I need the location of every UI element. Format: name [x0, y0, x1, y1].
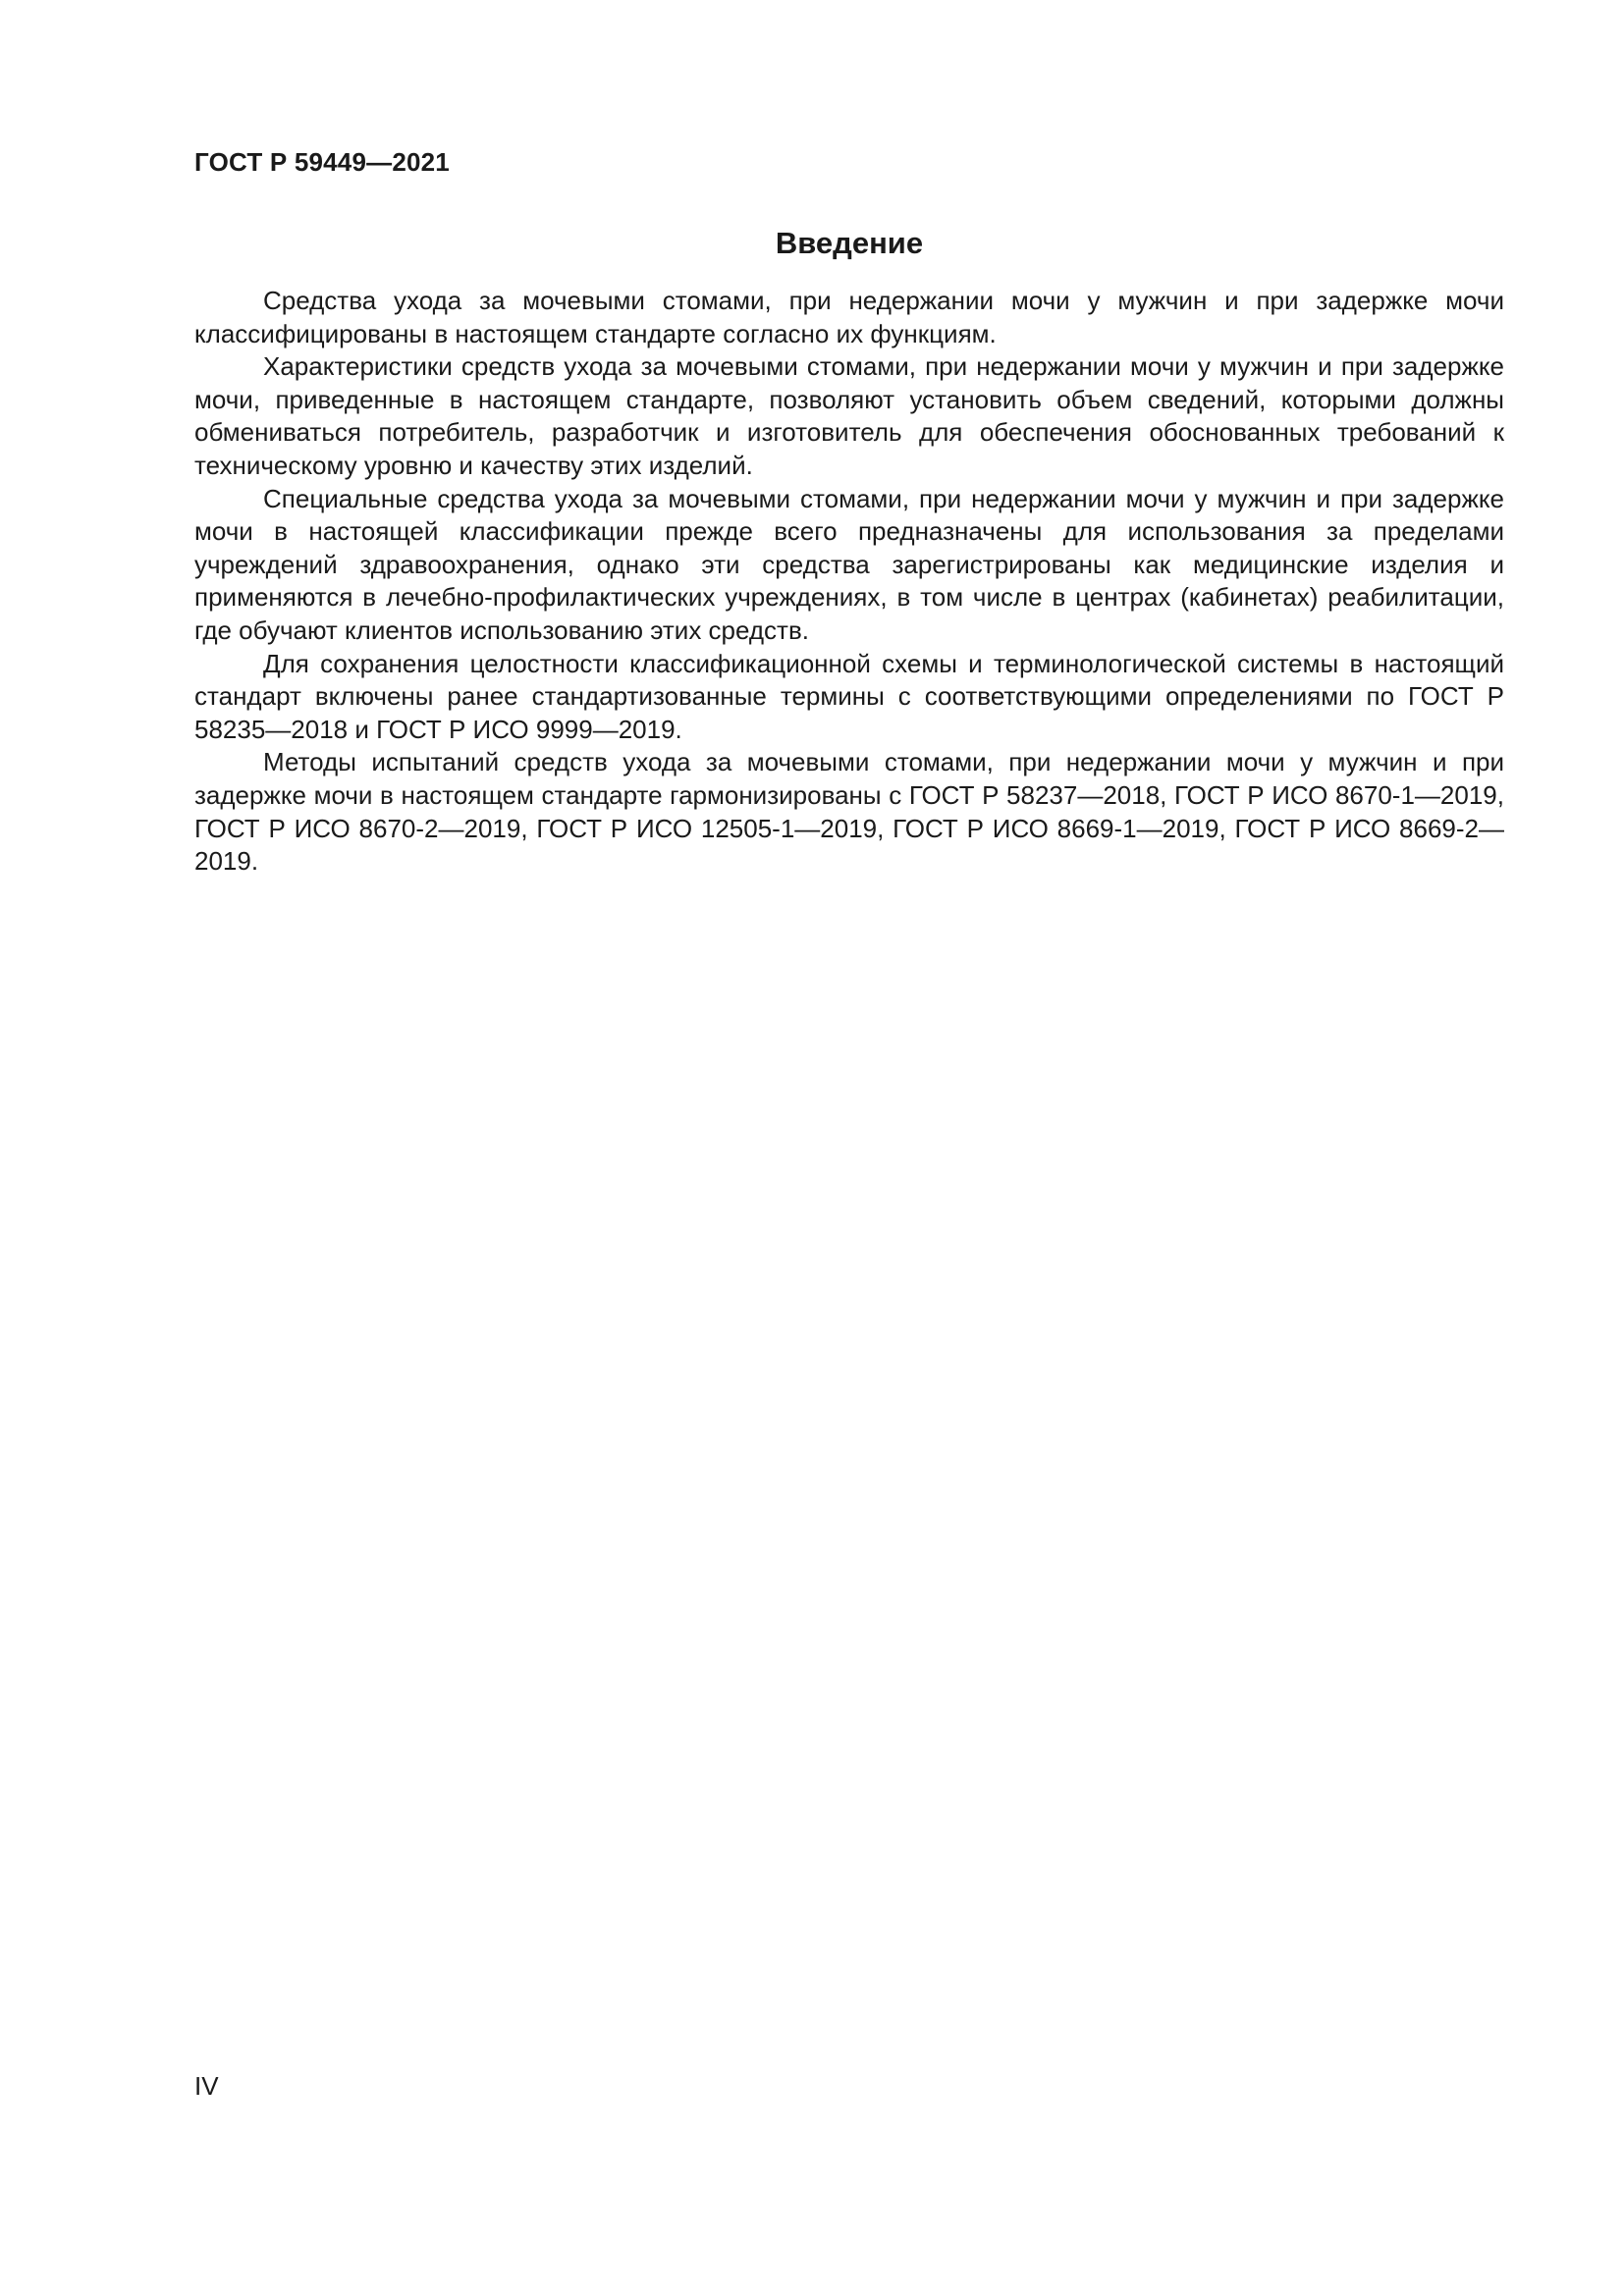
- document-code: ГОСТ Р 59449—2021: [194, 147, 450, 177]
- paragraph: Характеристики средств ухода за мочевыми стомами, при недержании мочи у мужчин и при задержке мочи, приведенные в настоящем стандарте, позволяют установить объем сведений, которыми должны обмениваться потребитель, разработчик и изготовитель для обеспечения обоснованных требований к техническому уровню и качеству этих изделий.: [194, 351, 1504, 480]
- paragraph: Специальные средства ухода за мочевыми стомами, при недержании мочи у мужчин и при задержке мочи в настоящей классификации прежде всего предназначены для использования за пределами учреждений здравоохранения, однако эти средства зарегистрированы как медицинские изделия и применяются в лечебно-профилактических учреждениях, в том числе в центрах (кабинетах) реабилитации, где обучают клиентов использованию этих средств.: [194, 483, 1504, 645]
- paragraph: Средства ухода за мочевыми стомами, при недержании мочи у мужчин и при задержке мочи классифицированы в настоящем стандарте согласно их функциям.: [194, 286, 1504, 348]
- page-number: IV: [194, 2071, 219, 2101]
- paragraph: Для сохранения целостности классификационной схемы и терминологической системы в настоящий стандарт включены ранее стандартизованные термины с соответствующими определениями по ГОСТ Р 58235—2018 и ГОСТ Р ИСО 9999—2019.: [194, 648, 1504, 744]
- section-title: Введение: [775, 226, 924, 260]
- paragraph: Методы испытаний средств ухода за мочевыми стомами, при недержании мочи у мужчин и при задержке мочи в настоящем стандарте гармонизированы с ГОСТ Р 58237—2018, ГОСТ Р ИСО 8670-1—2019, ГОСТ Р ИСО 8670-2—2019, ГОСТ Р ИСО 12505-1—2019, ГОСТ Р ИСО 8669-1—2019, ГОСТ Р ИСО 8669-2—2019.: [194, 747, 1504, 877]
- introduction-body: [194, 285, 1504, 879]
